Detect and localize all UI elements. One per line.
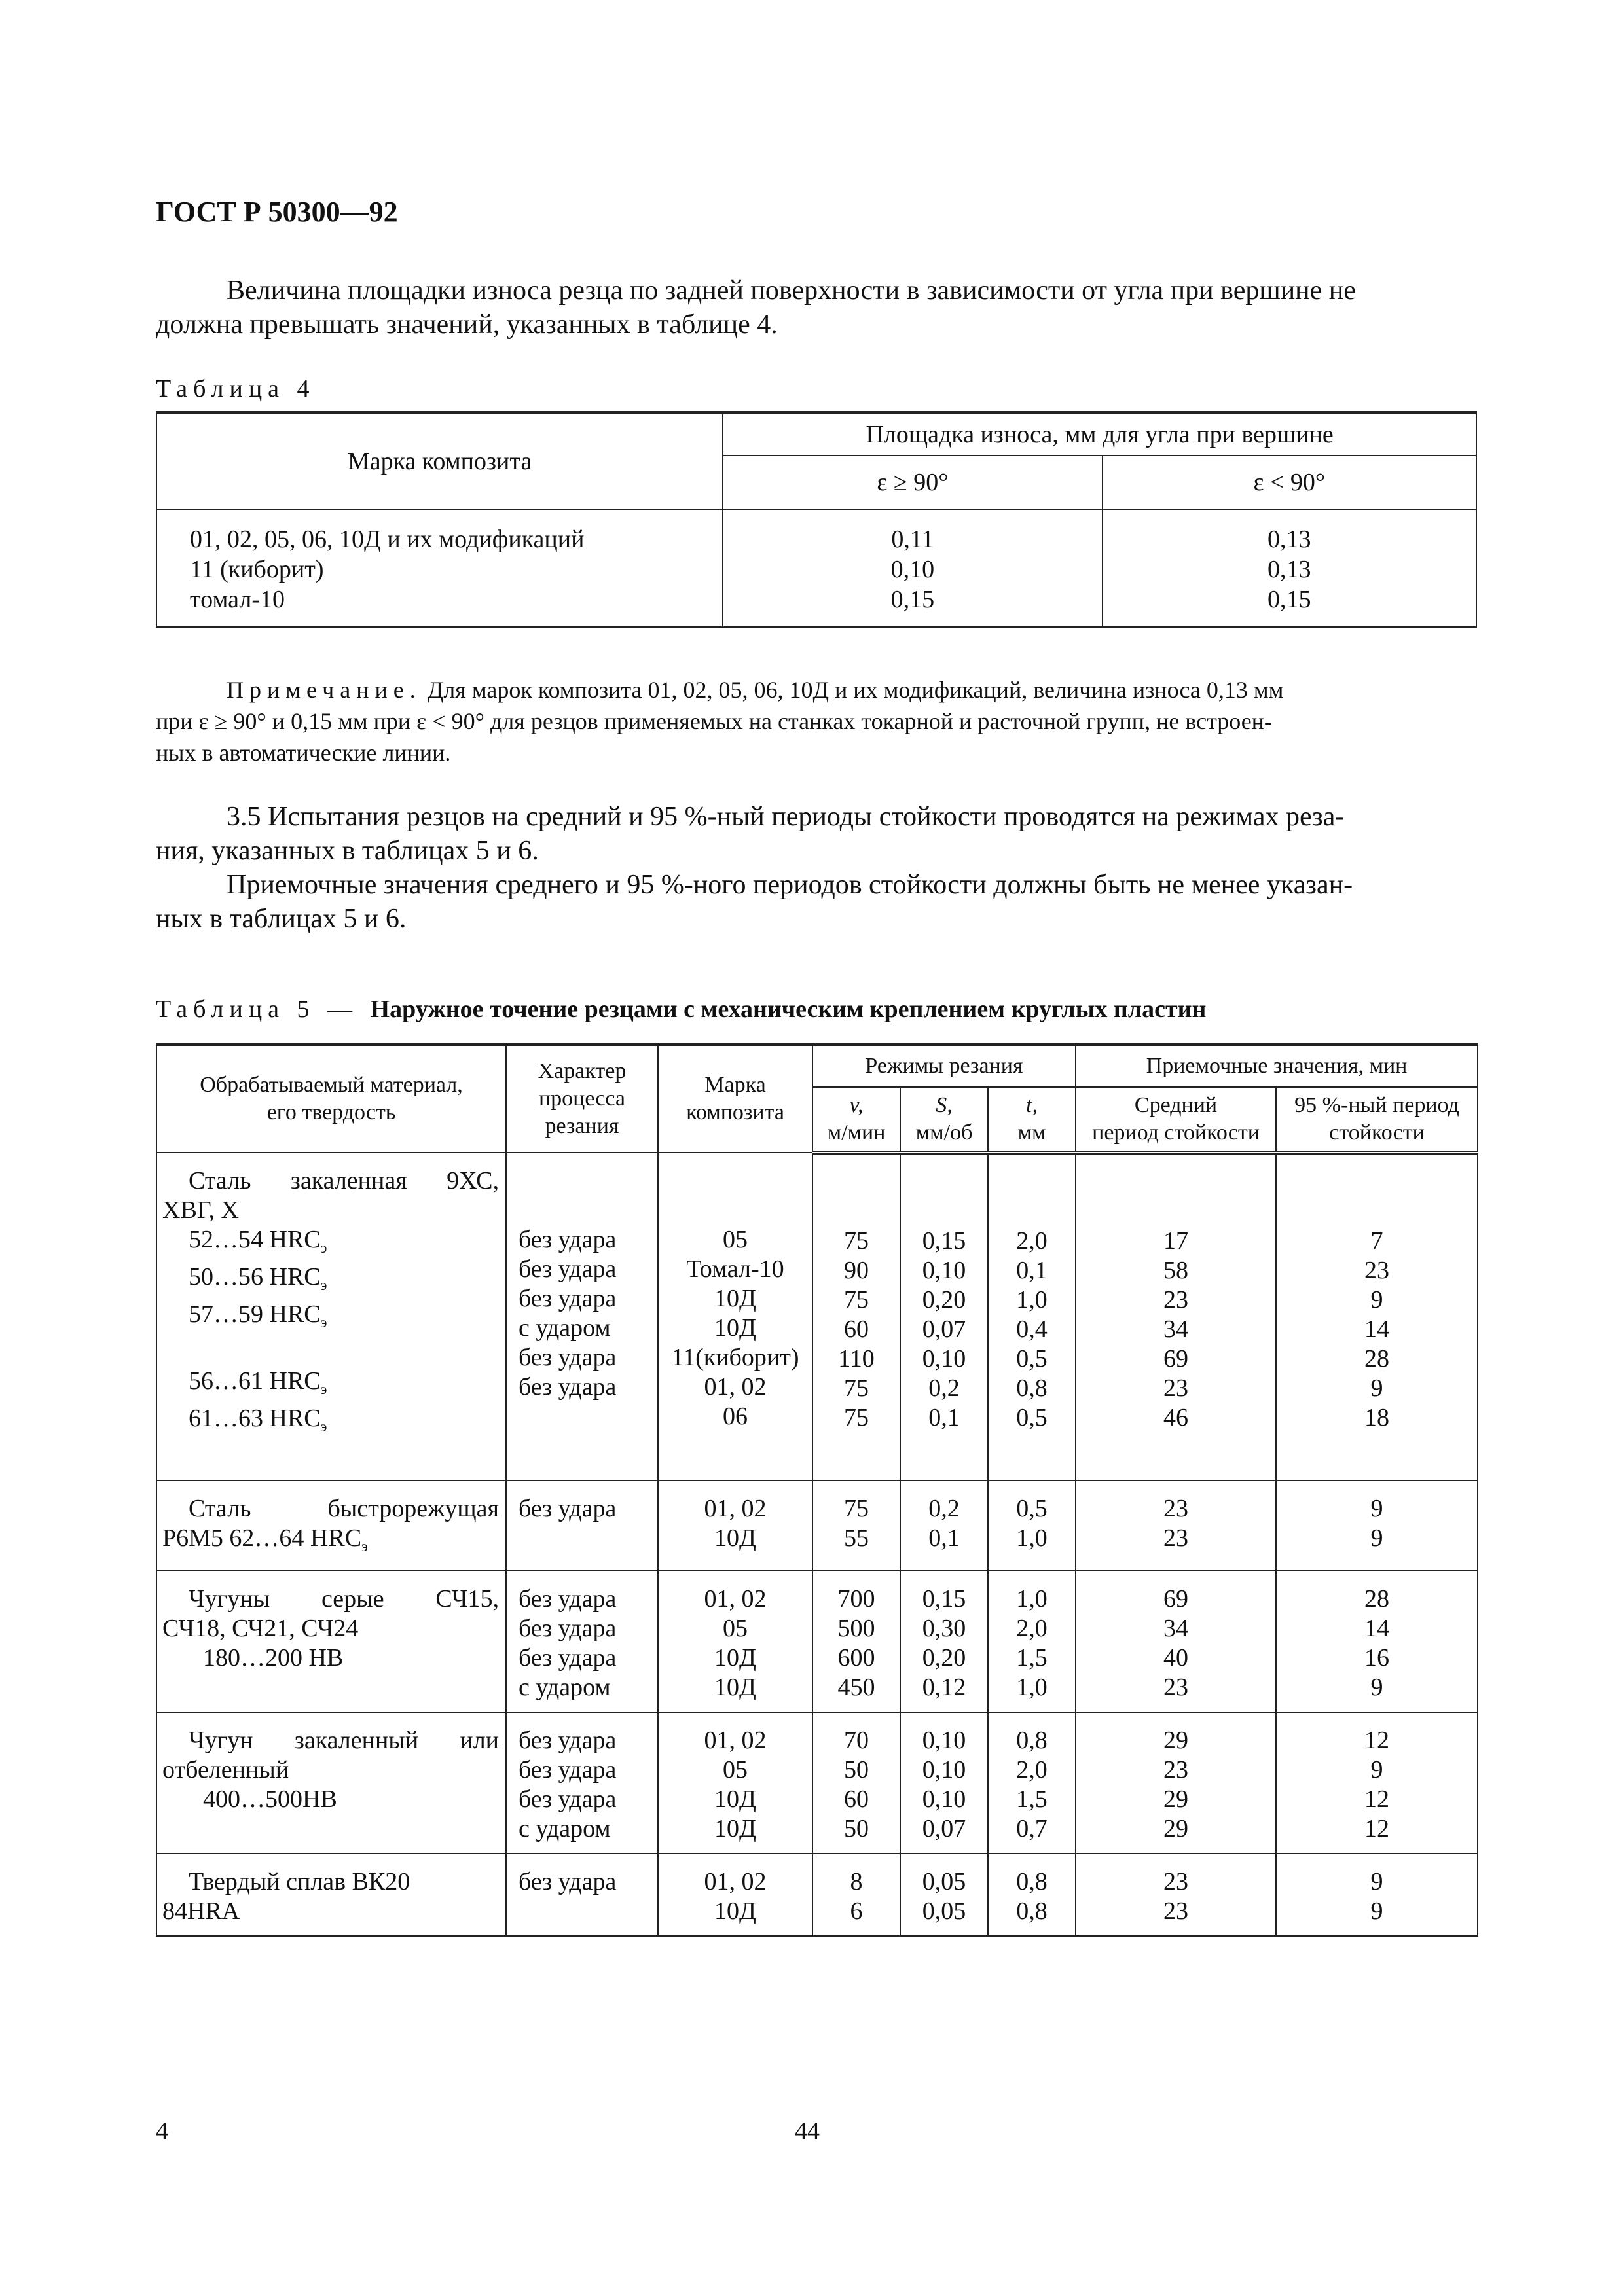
- t5-g2-material: Сталь быстрорежущая Р6М5 62…64 $HRC_э$: [156, 1480, 506, 1571]
- t4-row-b: 0,13: [1267, 556, 1311, 583]
- t5-header-95: 95 %-ный период стойкости: [1276, 1087, 1478, 1153]
- footer-page-left: 4: [156, 2117, 168, 2145]
- t5-g3-mark: 01, 02 05 10Д 10Д: [658, 1571, 812, 1712]
- t5-g1-95: 7 23 9 14 28 9 18: [1276, 1153, 1478, 1480]
- t5-g1-v: 75 90 75 60 110 75 75: [812, 1153, 900, 1480]
- t5-g4-v: 70 50 60 50: [812, 1712, 900, 1854]
- t5-header-avg: Средний период стойкости: [1076, 1087, 1276, 1153]
- t4-material-cell: [156, 509, 723, 627]
- t5-group-row: [156, 1854, 1478, 1936]
- t5-g2-mark: 01, 02 10Д: [658, 1480, 812, 1571]
- table4-note: [156, 674, 1476, 768]
- t5-g2-t: 0,5 1,0: [988, 1480, 1076, 1571]
- intro-line-1: Величина площадки износа резца по задней поверхности в зависимости от угла при вершине не: [227, 276, 1356, 306]
- t5-g1-mark: 05 Томал-10 10Д 10Д 11(киборит) 01, 02 06: [658, 1153, 812, 1480]
- t5-g3-avg: 69 34 40 23: [1076, 1571, 1276, 1712]
- t5-g1-char: без удара без удара без удара с ударом без удара без удара: [506, 1153, 658, 1480]
- table5-caption-prefix: Таблица 5 —: [156, 996, 371, 1023]
- t5-g4-material: Чугун закаленный или отбеленный 400…500НВ: [156, 1712, 506, 1854]
- table5-caption-title: Наружное точение резцами с механическим креплением круглых пластин: [370, 996, 1207, 1023]
- t5-g1-avg: 17 58 23 34 69 23 46: [1076, 1153, 1276, 1480]
- t5-g2-char: без удара: [506, 1480, 658, 1571]
- t5-g5-avg: 23 23: [1076, 1854, 1276, 1936]
- section-line-1: 3.5 Испытания резцов на средний и 95 %-ный периоды стойкости проводятся на режимах реза-: [227, 802, 1345, 832]
- t4-header-b: ε < 90°: [1103, 456, 1476, 509]
- t5-header-accept: Приемочные значения, мин: [1076, 1045, 1478, 1088]
- t4-row-a: 0,10: [890, 556, 935, 583]
- t5-g5-s: 0,05 0,05: [900, 1854, 988, 1936]
- t4-a-cell: [723, 509, 1102, 627]
- section-line-3: Приемочные значения среднего и 95 %-ного периодов стойкости должны быть не менее указан-: [227, 870, 1353, 900]
- t5-g4-t: 0,8 2,0 1,5 0,7: [988, 1712, 1076, 1854]
- t5-g2-v: 75 55: [812, 1480, 900, 1571]
- table4-caption: Таблица 4: [156, 375, 316, 403]
- note-label: Примечание.: [227, 677, 422, 703]
- t5-header-material: Обрабатываемый материал, его твердость: [156, 1045, 506, 1153]
- t4-header-a: ε ≥ 90°: [723, 456, 1102, 509]
- note-text-2: при ε ≥ 90° и 0,15 мм при ε < 90° для резцов применяемых на станках токарной и расточной групп, не встроен-: [156, 708, 1272, 734]
- t5-group-row: [156, 1571, 1478, 1712]
- note-text-1: Для марок композита 01, 02, 05, 06, 10Д и их модификаций, величина износа 0,13 мм: [421, 677, 1284, 703]
- t5-g5-material: Твердый сплав ВК20 84HRA: [156, 1854, 506, 1936]
- t4-row-a: 0,15: [890, 586, 935, 613]
- t4-header-material: Марка композита: [156, 413, 723, 510]
- t5-header-v: v, м/мин: [812, 1087, 900, 1153]
- t5-header-s: S, мм/об: [900, 1087, 988, 1153]
- t5-g1-s: 0,15 0,10 0,20 0,07 0,10 0,2 0,1: [900, 1153, 988, 1480]
- t5-g4-char: без удара без удара без удара с ударом: [506, 1712, 658, 1854]
- t5-g2-s: 0,2 0,1: [900, 1480, 988, 1571]
- t5-group-row: [156, 1153, 1478, 1480]
- t5-g5-t: 0,8 0,8: [988, 1854, 1076, 1936]
- t5-group-row: [156, 1712, 1478, 1854]
- footer-page-center: 44: [795, 2117, 820, 2145]
- t5-g3-material: Чугуны серые СЧ15, СЧ18, СЧ21, СЧ24 180…200 НВ: [156, 1571, 506, 1712]
- t4-row-b: 0,15: [1267, 586, 1311, 613]
- t5-g4-95: 12 9 12 12: [1276, 1712, 1478, 1854]
- t5-g3-char: без удара без удара без удара с ударом: [506, 1571, 658, 1712]
- t4-row-a: 0,11: [891, 526, 934, 553]
- t4-row-material: томал-10: [190, 586, 285, 613]
- t5-header-mark: Марка композита: [658, 1045, 812, 1153]
- t5-g4-s: 0,10 0,10 0,10 0,07: [900, 1712, 988, 1854]
- t5-g5-mark: 01, 02 10Д: [658, 1854, 812, 1936]
- t5-g4-avg: 29 23 29 29: [1076, 1712, 1276, 1854]
- t4-row-b: 0,13: [1267, 526, 1311, 553]
- t5-g5-v: 8 6: [812, 1854, 900, 1936]
- t5-group-row: [156, 1480, 1478, 1571]
- document-header: ГОСТ Р 50300—92: [156, 196, 398, 228]
- t5-g1-material: Сталь закаленная 9ХС, ХВГ, Х 52…54 $HRC_э$ 50…56 $HRC_э$ 57…59 $HRC_э$ 56…61 $HRC_э$ 61…63 $HRC_э$: [156, 1153, 506, 1480]
- section-line-4: ных в таблицах 5 и 6.: [156, 904, 407, 934]
- t4-b-cell: [1103, 509, 1476, 627]
- t5-g2-95: 9 9: [1276, 1480, 1478, 1571]
- t5-g1-t: 2,0 0,1 1,0 0,4 0,5 0,8 0,5: [988, 1153, 1076, 1480]
- table5-caption: [156, 995, 1206, 1024]
- t5-g3-s: 0,15 0,30 0,20 0,12: [900, 1571, 988, 1712]
- t4-header-group: Площадка износа, мм для угла при вершине: [723, 413, 1476, 456]
- t5-header-modes: Режимы резания: [812, 1045, 1076, 1088]
- note-text-3: ных в автоматические линии.: [156, 740, 451, 766]
- t5-g3-t: 1,0 2,0 1,5 1,0: [988, 1571, 1076, 1712]
- intro-paragraph: [156, 274, 1476, 342]
- t4-row-material: 11 (киборит): [190, 556, 324, 583]
- t5-header-t: t, мм: [988, 1087, 1076, 1153]
- t5-g3-v: 700 500 600 450: [812, 1571, 900, 1712]
- t5-g5-95: 9 9: [1276, 1854, 1478, 1936]
- table-5: [156, 1043, 1478, 1937]
- t4-row-material: 01, 02, 05, 06, 10Д и их модификаций: [190, 526, 585, 553]
- section-3-5: [156, 800, 1476, 936]
- section-line-2: ния, указанных в таблицах 5 и 6.: [156, 836, 539, 866]
- t5-g2-avg: 23 23: [1076, 1480, 1276, 1571]
- intro-line-2: должна превышать значений, указанных в таблице 4.: [156, 310, 778, 340]
- t5-g4-mark: 01, 02 05 10Д 10Д: [658, 1712, 812, 1854]
- table-4: [156, 411, 1477, 628]
- t5-g5-char: без удара: [506, 1854, 658, 1936]
- t5-g3-95: 28 14 16 9: [1276, 1571, 1478, 1712]
- t5-header-char: Характер процесса резания: [506, 1045, 658, 1153]
